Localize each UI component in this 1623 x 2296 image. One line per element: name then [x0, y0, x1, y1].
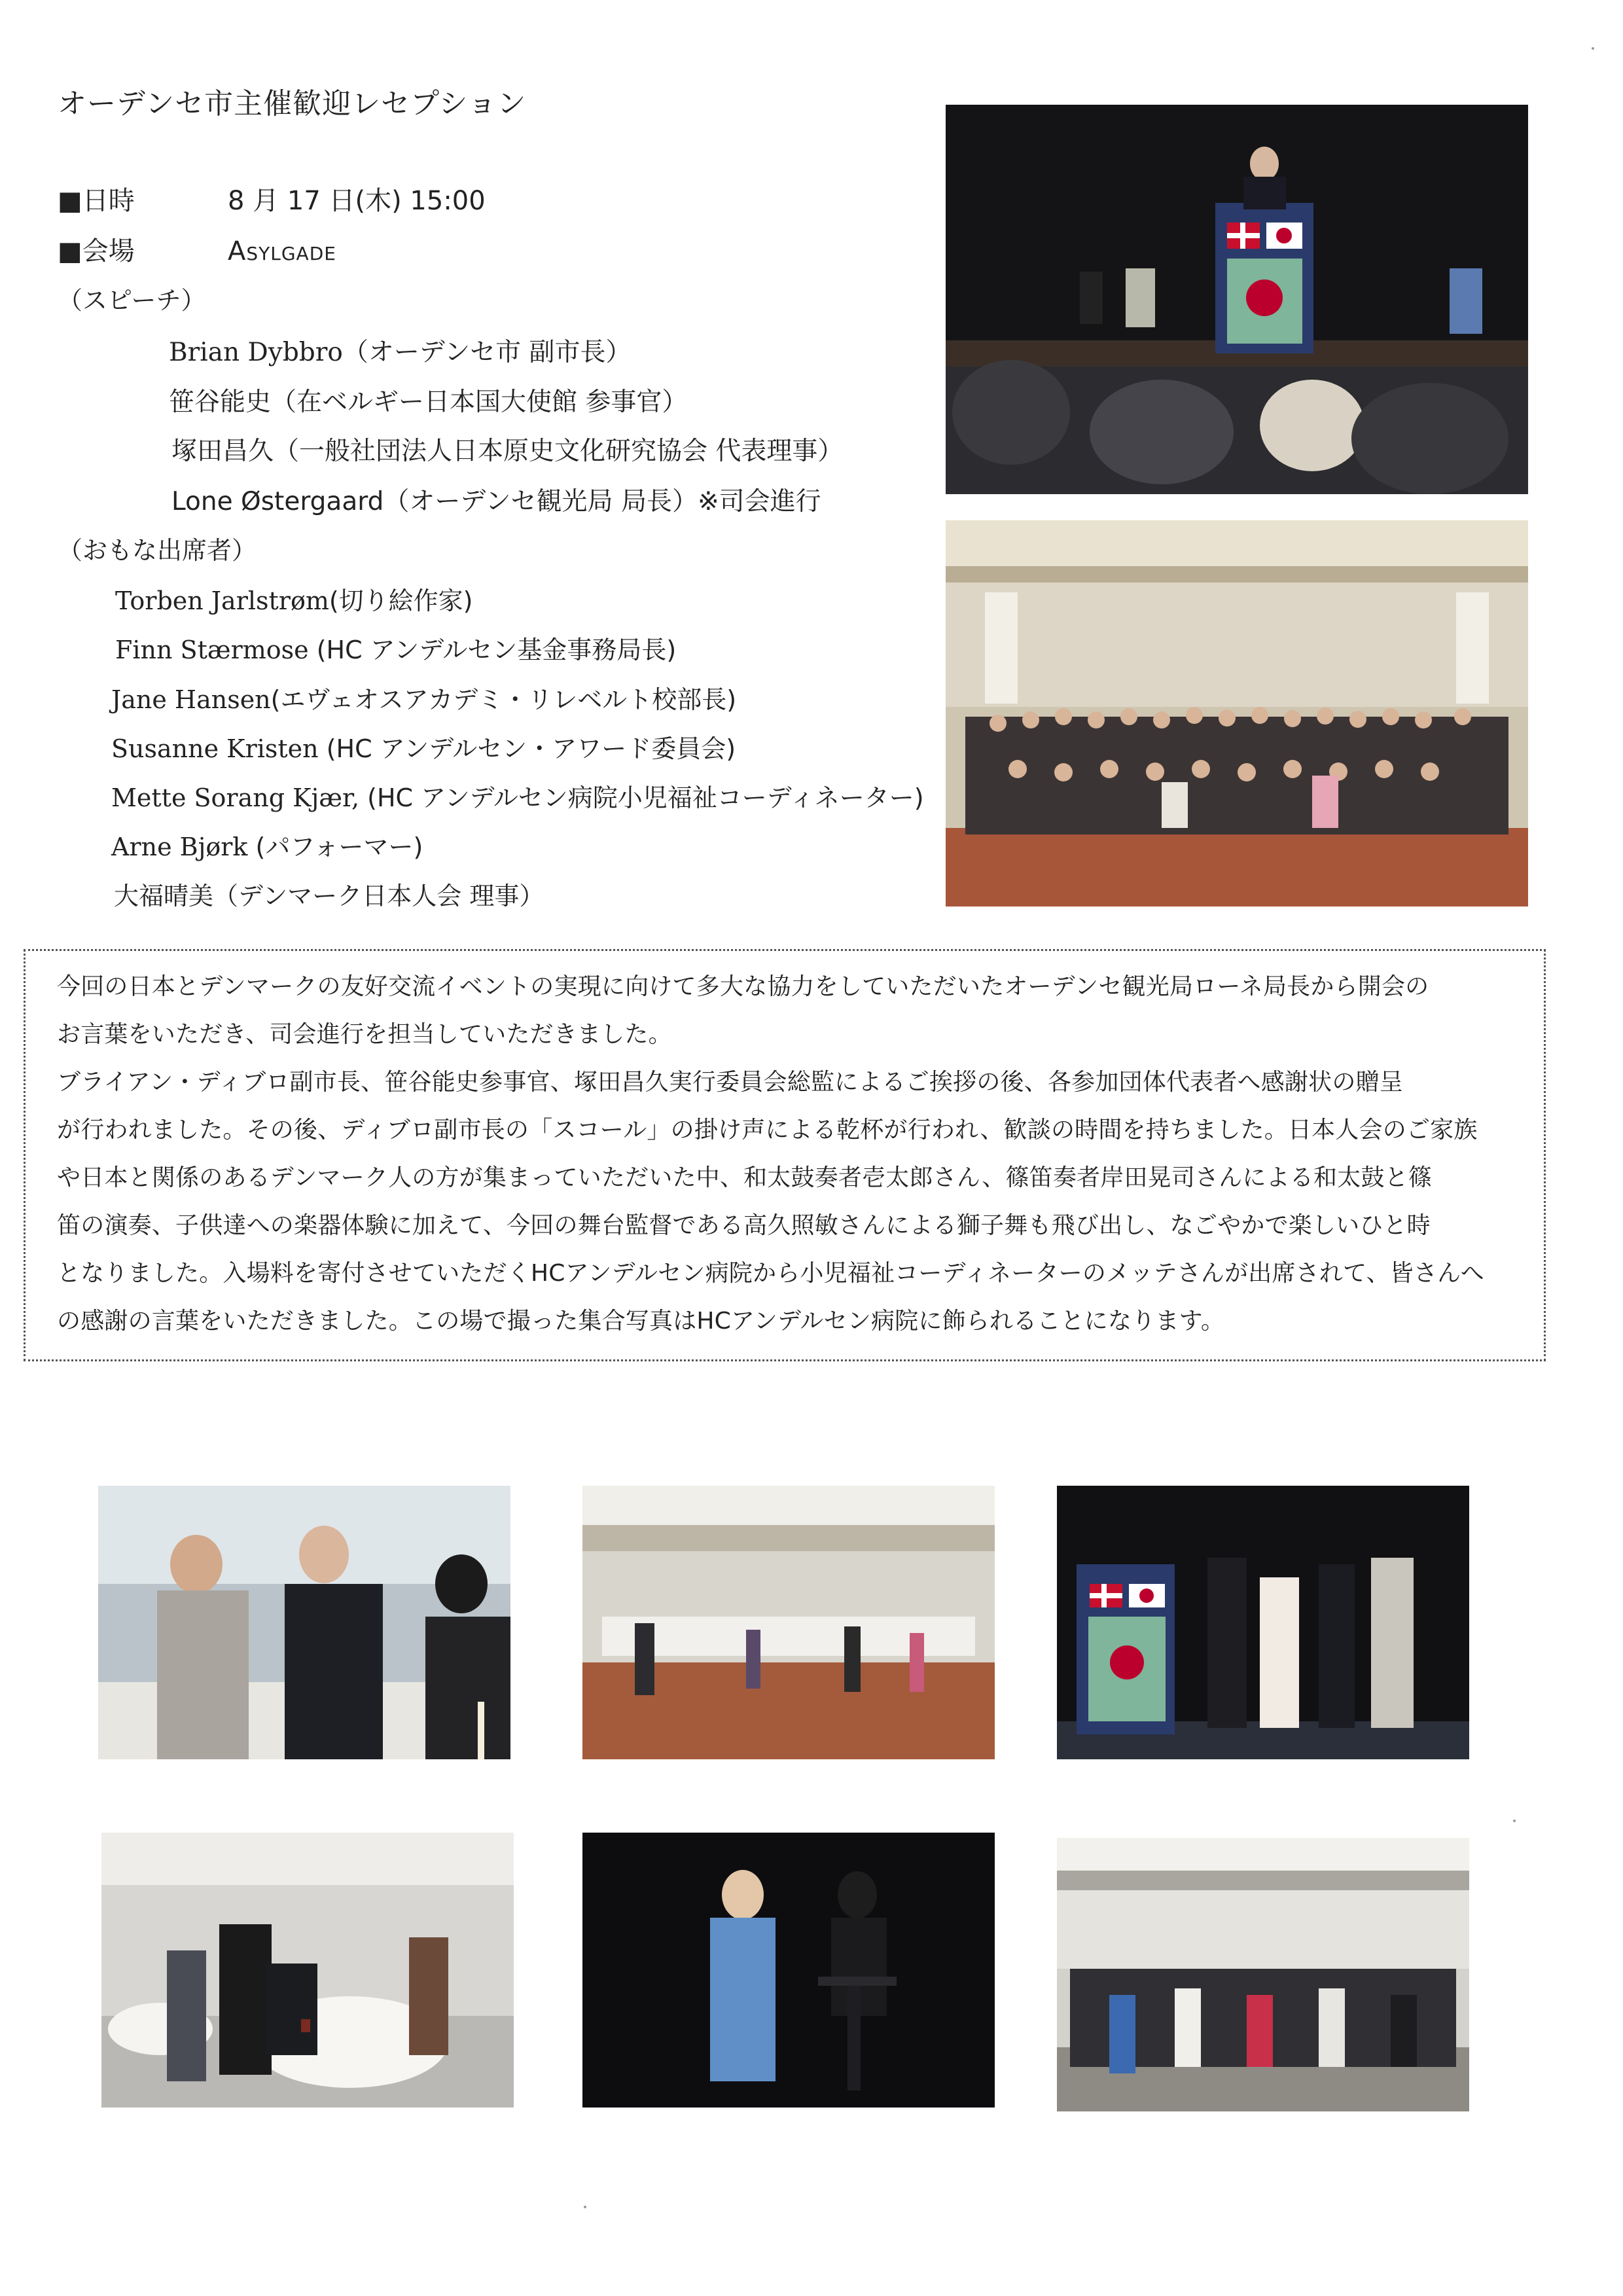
description-line: お言葉をいただき、司会進行を担当していただきました。: [57, 1021, 672, 1048]
description-line: ブライアン・ディブロ副市長、笹谷能史参事官、塚田昌久実行委員会総監によるご挨拶の後、各参加団体代表者へ感謝状の贈呈: [57, 1069, 1403, 1096]
attendee-item: [111, 679, 736, 715]
scan-speck: [1513, 1820, 1516, 1822]
attendee-name: Susanne Kristen: [111, 734, 319, 763]
attendee-name: Arne Bjørk: [111, 833, 248, 861]
attendee-item: [111, 827, 423, 863]
speaker-name: Lone Østergaard: [171, 487, 384, 516]
photo-lion-dance: [101, 1833, 514, 2108]
description-line: 今回の日本とデンマークの友好交流イベントの実現に向けて多大な協力をしていただいたオーデンセ観光局ローネ局長から開会の: [57, 973, 1429, 1000]
description-line: が行われました。その後、ディブロ副市長の「スコール」の掛け声による乾杯が行われ、歓談の時間を持ちました。日本人会のご家族: [57, 1117, 1478, 1143]
attendee-item: [115, 630, 676, 666]
photo-mc-speakers: [582, 1833, 995, 2108]
attendee-name: Jane Hansen: [111, 685, 271, 714]
attendee-role: (HC アンデルセン・アワード委員会): [318, 734, 736, 763]
date-row: [58, 180, 486, 217]
venue-row: [58, 230, 336, 268]
venue-value: Asylgade: [228, 236, 336, 266]
photo-award-stage: [1057, 1486, 1469, 1759]
speech-heading: （スピーチ）: [58, 286, 206, 315]
attendee-item: [111, 778, 924, 814]
speaker-role: （在ベルギー日本国大使館 参事官）: [271, 387, 688, 417]
description-line: の感謝の言葉をいただきました。この場で撮った集合写真はHCアンデルセン病院に飾られることになります。: [57, 1308, 1225, 1335]
attendees-heading: （おもな出席者）: [58, 536, 257, 565]
speaker-name: 笹谷能史: [169, 387, 272, 417]
date-label: ■日時: [58, 186, 135, 216]
description-box: [24, 949, 1546, 1361]
description-line: や日本と関係のあるデンマーク人の方が集まっていただいた中、和太鼓奏者壱太郎さん、篠笛奏者岸田晃司さんによる和太鼓と篠: [57, 1164, 1433, 1191]
attendee-name: Torben Jarlstrøm: [115, 586, 329, 615]
speaker-item: [169, 382, 687, 418]
attendee-role: （デンマーク日本人会 理事）: [213, 882, 544, 910]
attendee-name: Finn Stærmose: [115, 636, 309, 664]
speaker-item: [171, 481, 821, 518]
photo-group: [946, 520, 1528, 906]
speaker-name: Brian Dybbro: [169, 338, 343, 367]
attendee-role: (パフォーマー): [247, 833, 423, 861]
date-value: 8 月 17 日(木) 15:00: [228, 186, 486, 216]
page-title: オーデンセ市主催歓迎レセプション: [58, 87, 527, 120]
attendee-item: [111, 728, 736, 764]
speaker-item: [169, 332, 632, 368]
attendee-name: 大福晴美: [114, 882, 214, 910]
speaker-role: （オーデンセ市 副市長）: [342, 338, 632, 367]
attendee-role: (HC アンデルセン病院小児福祉コーディネーター): [359, 783, 924, 812]
photo-stage-podium: [946, 105, 1528, 494]
description-line: となりました。入場料を寄付させていただくHCアンデルセン病院から小児福祉コーディネーターのメッテさんが出席されて、皆さんへ: [57, 1260, 1484, 1287]
speaker-role: （一般社団法人日本原史文化研究協会 代表理事）: [274, 437, 844, 466]
speaker-role: （オーデンセ観光局 局長）※司会進行: [383, 487, 821, 516]
scan-speck: [584, 2206, 586, 2208]
speaker-name: 塚田昌久: [171, 437, 274, 466]
attendee-role: (切り絵作家): [329, 586, 473, 615]
photo-hall-guests: [582, 1486, 995, 1759]
attendee-role: (HC アンデルセン基金事務局長): [308, 636, 677, 664]
photo-toast: [98, 1486, 510, 1759]
venue-label: ■会場: [58, 236, 135, 266]
description-line: 笛の演奏、子供達への楽器体験に加えて、今回の舞台監督である高久照敏さんによる獅子舞も飛び出し、なごやかで楽しいひと時: [57, 1212, 1431, 1239]
attendee-item: [114, 876, 544, 912]
scan-speck: [1592, 47, 1594, 50]
attendee-item: [115, 581, 473, 617]
photo-reception-crowd: [1057, 1838, 1469, 2111]
attendee-role: (エヴェオスアカデミ・リレベルト校部長): [270, 685, 737, 714]
attendee-name: Mette Sorang Kjær,: [111, 783, 360, 812]
speaker-item: [171, 431, 843, 467]
